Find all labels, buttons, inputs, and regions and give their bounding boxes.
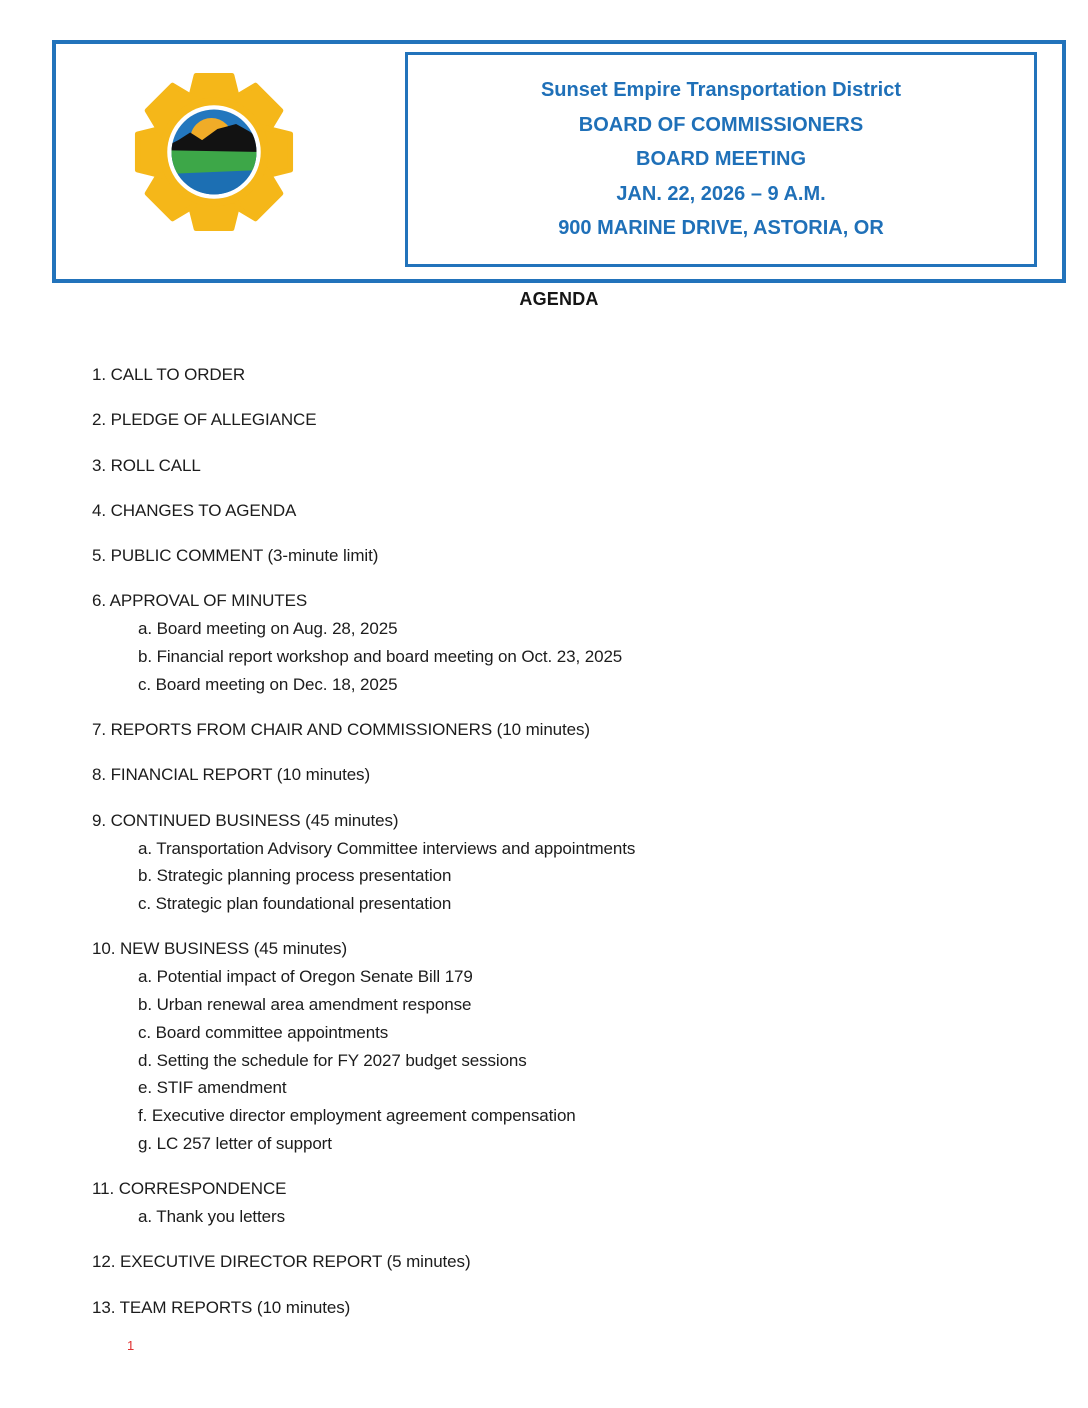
agenda-subitem: b. Urban renewal area amendment response bbox=[138, 995, 472, 1015]
agenda-subitem: c. Board meeting on Dec. 18, 2025 bbox=[138, 674, 398, 694]
agenda-item-label: 10. NEW BUSINESS (45 minutes) bbox=[92, 939, 348, 959]
agenda-item-label: 13. TEAM REPORTS (10 minutes) bbox=[92, 1297, 351, 1317]
agenda-item bbox=[92, 1248, 1022, 1276]
date-time-line: JAN. 22, 2026 – 9 A.M. bbox=[616, 182, 826, 205]
agenda-item-label: 5. PUBLIC COMMENT (3-minute limit) bbox=[92, 546, 379, 566]
gear-sunset-logo-icon bbox=[129, 67, 299, 237]
agenda-item bbox=[92, 497, 1022, 525]
agenda-item bbox=[92, 761, 1022, 789]
agenda-item-label: 1. CALL TO ORDER bbox=[92, 365, 246, 384]
agenda-item bbox=[92, 807, 1022, 918]
agenda-subitem: f. Executive director employment agreement compensation bbox=[138, 1106, 576, 1126]
agenda-subitem: b. Financial report workshop and board meeting on Oct. 23, 2025 bbox=[138, 647, 623, 667]
agenda-item bbox=[92, 1294, 1022, 1322]
agenda-heading: AGENDA bbox=[519, 289, 599, 309]
agenda-item bbox=[92, 361, 1022, 389]
address-line: 900 MARINE DRIVE, ASTORIA, OR bbox=[558, 217, 884, 240]
agenda-item-label: 7. REPORTS FROM CHAIR AND COMMISSIONERS (10 minutes) bbox=[92, 720, 590, 740]
agenda-item-label: 3. ROLL CALL bbox=[92, 455, 201, 475]
page-number: 1 bbox=[127, 1338, 135, 1353]
agenda-subitem: a. Board meeting on Aug. 28, 2025 bbox=[138, 619, 398, 639]
board-line: BOARD OF COMMISSIONERS bbox=[578, 113, 864, 136]
agenda-item bbox=[92, 1175, 1022, 1231]
agenda-subitem: d. Setting the schedule for FY 2027 budget sessions bbox=[138, 1050, 527, 1070]
header-banner bbox=[52, 40, 1066, 283]
district-logo bbox=[129, 67, 299, 237]
meeting-title-box bbox=[405, 52, 1037, 267]
agenda-item bbox=[92, 716, 1022, 744]
agenda-subitem: a. Transportation Advisory Committee interviews and appointments bbox=[138, 838, 636, 858]
agenda-item-label: 12. EXECUTIVE DIRECTOR REPORT (5 minutes) bbox=[92, 1252, 471, 1272]
agenda-item bbox=[92, 935, 1022, 1157]
agenda-item-label: 6. APPROVAL OF MINUTES bbox=[92, 591, 308, 611]
agenda-subitem: a. Potential impact of Oregon Senate Bill 179 bbox=[138, 967, 473, 987]
agenda-subitem: g. LC 257 letter of support bbox=[138, 1134, 332, 1154]
agenda-item-label: 8. FINANCIAL REPORT (10 minutes) bbox=[92, 765, 371, 785]
agenda-subitem: c. Strategic plan foundational presentation bbox=[138, 894, 452, 914]
agenda-item bbox=[92, 406, 1022, 434]
agenda-item bbox=[92, 542, 1022, 570]
agenda-item-label: 4. CHANGES TO AGENDA bbox=[92, 500, 297, 520]
agenda-item bbox=[92, 587, 1022, 698]
agenda-item bbox=[92, 452, 1022, 480]
agenda-item-label: 11. CORRESPONDENCE bbox=[92, 1179, 287, 1199]
agenda-list bbox=[92, 361, 1022, 1339]
agenda-subitem: a. Thank you letters bbox=[138, 1207, 285, 1227]
org-name: Sunset Empire Transportation District bbox=[540, 79, 902, 102]
agenda-item-label: 2. PLEDGE OF ALLEGIANCE bbox=[92, 410, 317, 430]
meeting-line: BOARD MEETING bbox=[636, 148, 806, 171]
agenda-subitem: b. Strategic planning process presentation bbox=[138, 866, 452, 886]
agenda-item-label: 9. CONTINUED BUSINESS (45 minutes) bbox=[92, 810, 399, 830]
agenda-subitem: e. STIF amendment bbox=[138, 1078, 287, 1098]
agenda-subitem: c. Board committee appointments bbox=[138, 1022, 389, 1042]
